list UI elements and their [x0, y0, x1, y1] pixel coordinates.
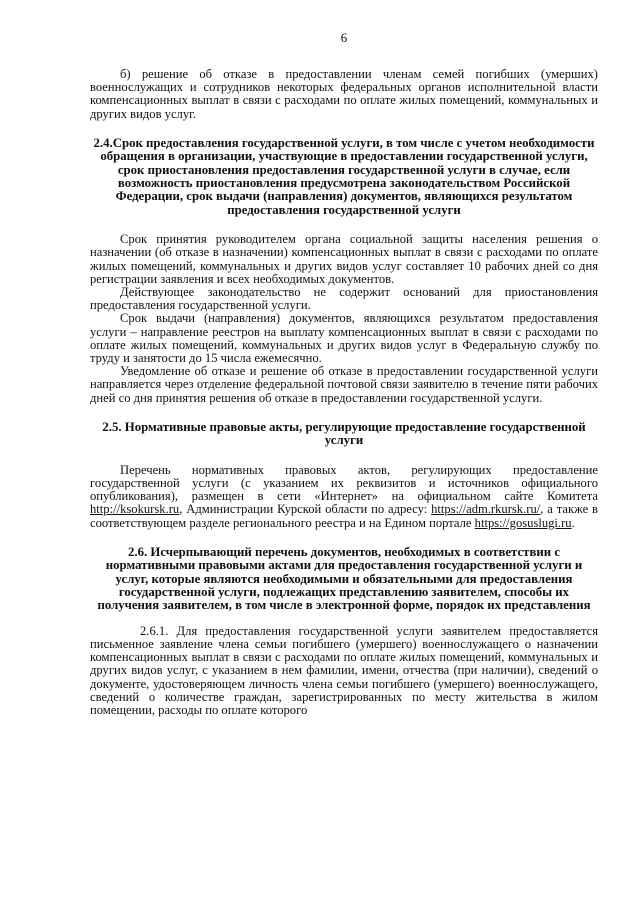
page-number: 6 [340, 30, 348, 45]
link-gosuslugi[interactable]: https://gosuslugi.ru [474, 515, 572, 530]
link-ksokursk[interactable]: http://ksokursk.ru [90, 502, 180, 517]
heading-2-4: 2.4.Срок предоставления государственной услуги, в том числе с учетом необходимости обращения в организации, участвующие в предоставлении государственной услуги, срок приостановления предоставления государственной услуги в случае, если возможность приостановления предусмотрена законодательством Российской Федерации, срок выдачи (направления) документов, являющихся результатом предоставления государственной услуги [93, 135, 595, 217]
document-page [90, 30, 598, 717]
paragraph-b: б) решение об отказе в предоставлении членам семей погибших (умерших) военнослужащих и сотрудников некоторых федеральных органов исполнительной власти компенсационных выплат в связи с расходами по оплате жилых помещений, коммунальных и других видов услуг. [90, 67, 598, 121]
paragraph-2-4-issue-term: Срок выдачи (направления) документов, являющихся результатом предоставления услуги – направление реестров на выплату компенсационных выплат в связи с расходами по оплате жилых помещений, коммунальных и других видов услуг в Федеральную службу по труду и занятости до 15 числа ежемесячно. [90, 311, 598, 366]
heading-2-5: 2.5. Нормативные правовые акты, регулирующие предоставление государственной услуги [102, 419, 586, 448]
paragraph-2-5-text-3: , а также в соответствующем разделе регионального реестра и на Едином портале [90, 502, 599, 530]
paragraph-2-5-text-1: Перечень нормативных правовых актов, регулирующих предоставление государственной услуги (с указанием их реквизитов и источников официального опубликования), размещен в сети «Интернет» на официальном сайте Комитета [90, 462, 598, 504]
link-adm-rkursk[interactable]: https://adm.rkursk.ru/ [431, 502, 541, 517]
paragraph-2-4-refusal-notice: Уведомление об отказе и решение об отказе в предоставлении государственной услуги направляется через отделение федеральной почтовой связи заявителю в течение пяти рабочих дней со дня принятия решения об отказе в предоставлении государственной услуги. [90, 364, 598, 405]
paragraph-2-5-text-2: , Администрации Курской области по адресу: [179, 502, 432, 517]
paragraph-2-5 [90, 464, 598, 530]
paragraph-2-4-no-suspension: Действующее законодательство не содержит оснований для приостановления предоставления государственной услуги. [90, 285, 598, 313]
heading-2-6: 2.6. Исчерпывающий перечень документов, необходимых в соответствии с нормативными правовыми актами для предоставления государственной услуги и услуг, которые являются необходимыми и обязательными для предоставления государственной услуги, подлежащих представлению заявителем, способы их получения заявителем, в том числе в электронной форме, порядок их представления [97, 544, 591, 613]
paragraph-2-6-1: 2.6.1. Для предоставления государственной услуги заявителем предоставляется письменное заявление члена семьи погибшего (умершего) военнослужащего о назначении компенсационных выплат в связи с расходами по оплате жилых помещений, коммунальных и других видов услуг, с указанием в нем фамилии, имени, отчества (при наличии), сведений о документе, удостоверяющем личность члена семьи погибшего (умершего) военнослужащего, сведений о количестве граждан, зарегистрированных по месту жительства в жилом помещении, расходы по оплате которого [90, 623, 598, 717]
paragraph-2-4-deadline: Срок принятия руководителем органа социальной защиты населения решения о назначении (об отказе в назначении) компенсационных выплат в связи с расходами по оплате жилых помещений, коммунальных и других видов услуг составляет 10 рабочих дней со дня регистрации заявления и всех необходимых документов. [90, 232, 598, 286]
paragraph-2-5-text-4: . [571, 515, 575, 530]
